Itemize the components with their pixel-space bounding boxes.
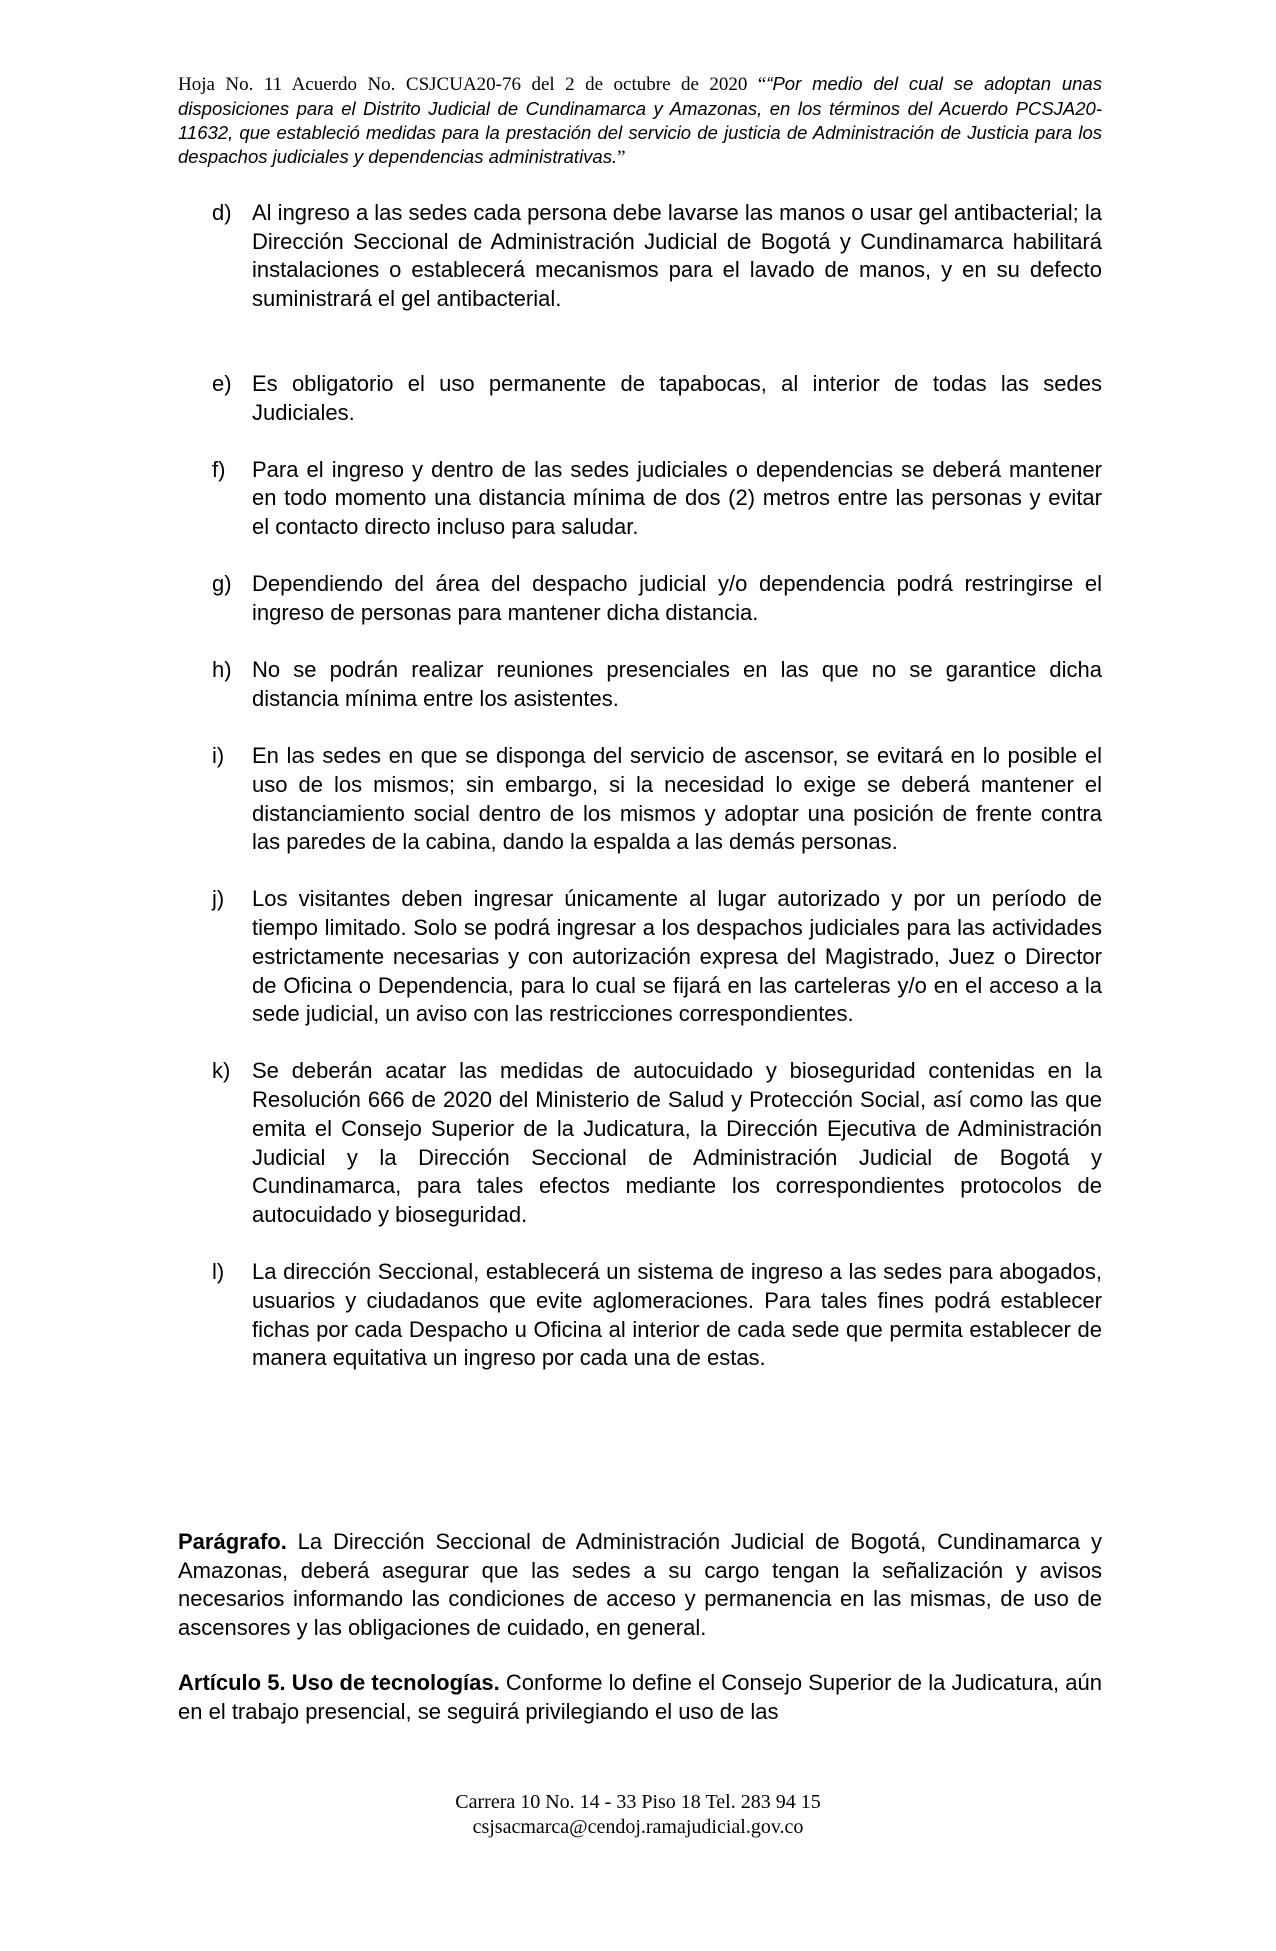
page-header <box>178 72 1102 170</box>
paragrafo-paragraph <box>178 1528 1102 1643</box>
list-item-text: Se deberán acatar las medidas de autocuidado y bioseguridad contenidas en la Resolución 666 de 2020 del Ministerio de Salud y Protección Social, así como las que emita el Consejo Superior de la Judicatura, la Dirección Ejecutiva de Administración Judicial y la Dirección Seccional de Administración Judicial de Bogotá y Cundinamarca, para tales efectos mediante los correspondientes protocolos de autocuidado y bioseguridad. <box>252 1058 1102 1227</box>
page-footer <box>0 1790 1276 1840</box>
list-marker: l) <box>212 1259 225 1285</box>
list-marker: f) <box>212 456 226 482</box>
list-marker: g) <box>212 571 232 597</box>
list-item-text: Para el ingreso y dentro de las sedes judiciales o dependencias se deberá mantener en todo momento una distancia mínima de dos (2) metros entre las personas y evitar el contacto directo incluso para saludar. <box>252 456 1102 540</box>
list-marker: h) <box>212 657 232 683</box>
list-item-text: La dirección Seccional, establecerá un sistema de ingreso a las sedes para abogados, usuarios y ciudadanos que evite aglomeraciones. Para tales fines podrá establecer fichas por cada Despacho u Oficina al interior de cada sede que permita establecer de manera equitativa un ingreso por cada una de estas. <box>252 1259 1102 1371</box>
list-item <box>212 885 1102 1029</box>
paragrafo-label: Parágrafo. <box>178 1529 287 1554</box>
header-title: “Por medio del cual se adoptan unas disposiciones para el Distrito Judicial de Cundinamarca y Amazonas, en los términos del Acuerdo PCSJA20-11632, que estableció medidas para la prestación del servicio de justicia de Administración de Justicia para los despachos judiciales y dependencias administrativas. <box>178 73 1102 167</box>
list-item <box>212 1057 1102 1229</box>
footer-email: csjsacmarca@cendoj.ramajudicial.gov.co <box>472 1816 804 1838</box>
article-heading: Artículo 5. Uso de tecnologías. <box>178 1670 500 1695</box>
list-item <box>212 456 1102 542</box>
header-closing-quote: ” <box>617 147 626 168</box>
list-marker: d) <box>212 200 232 225</box>
list-item <box>212 742 1102 857</box>
list-item <box>212 656 1102 713</box>
list-marker: j) <box>212 886 225 912</box>
list-item <box>212 1258 1102 1373</box>
list-item-text: Los visitantes deben ingresar únicamente al lugar autorizado y por un período de tiempo limitado. Solo se podrá ingresar a los despachos judiciales para las actividades estrictamente necesarias y con autorización expresa del Magistrado, Juez o Director de Oficina o Dependencia, para lo cual se fijará en las carteleras y/o en el acceso a la sede judicial, un aviso con las restricciones correspondientes. <box>252 886 1102 1027</box>
article-text: Conforme lo define el Consejo Superior de la Judicatura, aún en el trabajo presencial, se seguirá privilegiando el uso de las <box>178 1670 1102 1724</box>
list-item-text: Dependiendo del área del despacho judicial y/o dependencia podrá restringirse el ingreso de personas para mantener dicha distancia. <box>252 571 1102 626</box>
header-reference: Hoja No. 11 Acuerdo No. CSJCUA20-76 del 2 de octubre de 2020 “ <box>178 74 767 95</box>
list-marker: i) <box>212 743 225 769</box>
list-marker: k) <box>212 1058 231 1084</box>
list-item <box>212 199 1102 314</box>
list-item-text: En las sedes en que se disponga del servicio de ascensor, se evitará en lo posible el uso de los mismos; sin embargo, si la necesidad lo exige se deberá mantener el distanciamiento social dentro de los mismos y adoptar una posición de frente contra las paredes de la cabina, dando la espalda a las demás personas. <box>252 743 1102 855</box>
list-item-text: Al ingreso a las sedes cada persona debe lavarse las manos o usar gel antibacterial; la Dirección Seccional de Administración Judicial de Bogotá y Cundinamarca habilitará instalaciones o establecerá mecanismos para el lavado de manos, y en su defecto suministrará el gel antibacterial. <box>252 200 1102 312</box>
list-item <box>212 570 1102 627</box>
list-item <box>212 370 1102 427</box>
list-marker: e) <box>212 370 232 396</box>
list-item-text: No se podrán realizar reuniones presenciales en las que no se garantice dicha distancia mínima entre los asistentes. <box>252 657 1102 711</box>
article-paragraph <box>178 1669 1102 1726</box>
measures-list <box>212 199 1102 1402</box>
footer-address: Carrera 10 No. 14 - 33 Piso 18 Tel. 283 94 15 <box>455 1791 821 1813</box>
list-item-text: Es obligatorio el uso permanente de tapabocas, al interior de todas las sedes Judiciales. <box>252 370 1102 425</box>
paragrafo-text: La Dirección Seccional de Administración Judicial de Bogotá, Cundinamarca y Amazonas, deberá asegurar que las sedes a su cargo tengan la señalización y avisos necesarios informando las condiciones de acceso y permanencia en las mismas, de uso de ascensores y las obligaciones de cuidado, en general. <box>178 1529 1102 1641</box>
